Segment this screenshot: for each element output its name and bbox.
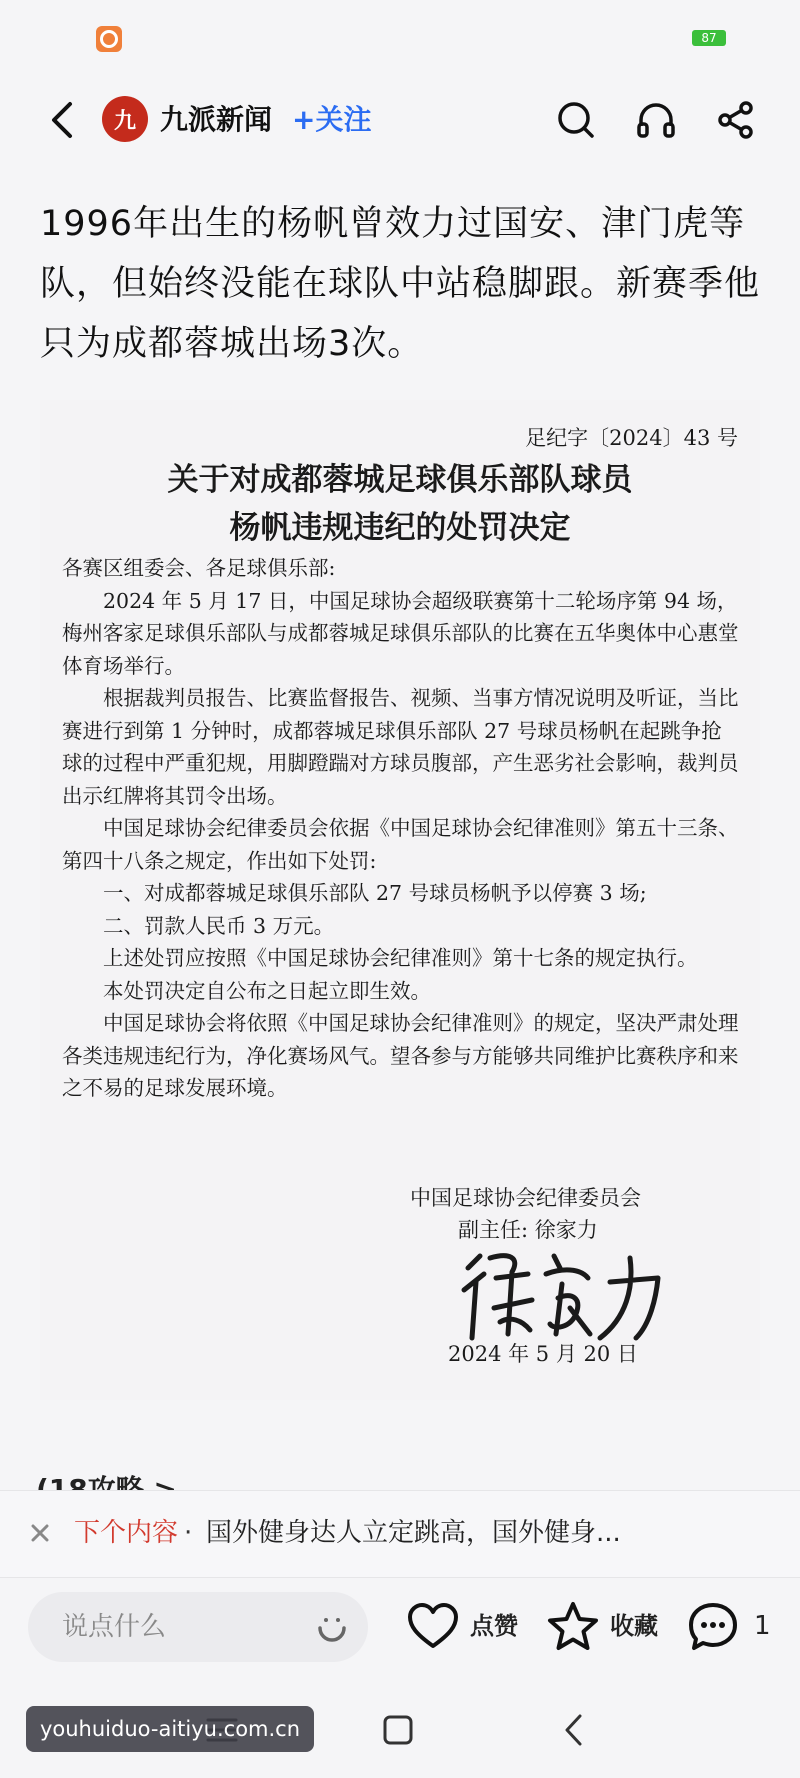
star-icon[interactable] (546, 1600, 600, 1654)
share-button[interactable] (712, 96, 760, 144)
comment-icon[interactable] (686, 1600, 740, 1654)
document-date: 2024 年 5 月 20 日 (448, 1342, 638, 1366)
channel-logo[interactable] (102, 96, 148, 142)
handwritten-signature (450, 1238, 670, 1348)
headphones-icon (636, 100, 676, 140)
next-section-peek (36, 1466, 177, 1488)
battery-indicator: 87 (692, 30, 726, 46)
article-intro: 1996年出生的杨帆曾效力过国安、津门虎等队，但始终没能在球队中站稳脚跟。新赛季他只为成都蓉城出场3次。 (40, 204, 761, 364)
next-content-title[interactable]: 国外健身达人立定跳高，国外健身... (206, 1518, 621, 1548)
home-button[interactable] (376, 1708, 420, 1752)
action-bar (0, 1578, 800, 1678)
search-button[interactable] (552, 96, 600, 144)
next-content-label: 下个内容 (74, 1518, 179, 1548)
close-next-button[interactable] (22, 1515, 58, 1551)
document-paragraph: 一、对成都蓉城足球俱乐部队 27 号球员杨帆予以停赛 3 场; (103, 881, 647, 905)
signer-organization: 中国足球协会纪律委员会 (410, 1186, 641, 1210)
watermark: youhuiduo-aitiyu.com.cn (26, 1706, 314, 1752)
favorite-button[interactable]: 收藏 (610, 1612, 658, 1640)
chevron-left-icon (50, 100, 74, 140)
document-title-line2: 杨帆违规违纪的处罚决定 (229, 510, 571, 546)
share-icon (716, 100, 756, 140)
document-paragraph: 上述处罚应按照《中国足球协会纪律准则》第十七条的规定执行。 (103, 946, 698, 970)
channel-name[interactable]: 九派新闻 (160, 103, 273, 136)
document-title-line1: 关于对成都蓉城足球俱乐部队球员 (167, 462, 633, 498)
comment-input[interactable] (28, 1592, 368, 1662)
close-icon (30, 1523, 50, 1543)
emoji-icon[interactable] (314, 1612, 350, 1648)
back-button[interactable] (40, 96, 84, 144)
heart-icon[interactable] (406, 1600, 460, 1654)
comment-placeholder: 说点什么 (62, 1612, 167, 1642)
document-paragraph: 中国足球协会纪律委员会依据《中国足球协会纪律准则》第五十三条、第四十八条之规定，作出如下处罚: (62, 816, 739, 873)
listen-button[interactable] (632, 96, 680, 144)
document-paragraph: 2024 年 5 月 17 日，中国足球协会超级联赛第十二轮场序第 94 场，梅州客家足球俱乐部队与成都蓉城足球俱乐部队的比赛在五华奥体中心惠堂体育场举行。 (62, 588, 739, 678)
app-notification-icon (96, 26, 122, 52)
next-content-separator: · (184, 1518, 193, 1548)
signer-person: 副主任: 徐家力 (458, 1218, 598, 1242)
document-image[interactable] (40, 400, 760, 1400)
like-button[interactable]: 点赞 (470, 1612, 518, 1640)
document-recipients: 各赛区组委会、各足球俱乐部: (62, 556, 336, 580)
system-back-button[interactable] (552, 1708, 596, 1752)
status-bar (0, 0, 800, 78)
comment-count[interactable]: 1 (754, 1611, 771, 1641)
document-paragraph: 根据裁判员报告、比赛监督报告、视频、当事方情况说明及听证，当比赛进行到第 1 分钟时，成都蓉城足球俱乐部队 27 号球员杨帆在起跳争抢球的过程中严重犯规，用脚蹬踹对方球员腹部，产生恶劣社会影响，裁判员出示红牌将其罚令出场。 (62, 686, 739, 808)
follow-button[interactable]: +关注 (292, 103, 372, 136)
logo-text: 九 (113, 108, 136, 134)
document-paragraph: 本处罚决定自公布之日起立即生效。 (103, 978, 431, 1003)
next-content-bar[interactable] (0, 1490, 800, 1578)
top-navigation (0, 78, 800, 162)
document-body (62, 552, 742, 1105)
document-paragraph: 中国足球协会将依照《中国足球协会纪律准则》的规定，坚决严肃处理各类违规违纪行为，净化赛场风气。望各参与方能够共同维护比赛秩序和来之不易的足球发展环境。 (62, 1011, 739, 1100)
document-number: 足纪字〔2024〕43 号 (525, 426, 738, 450)
search-icon (556, 100, 596, 140)
document-paragraph: 二、罚款人民币 3 万元。 (103, 913, 335, 938)
chevron-left-icon (562, 1712, 586, 1748)
square-icon (382, 1714, 414, 1746)
